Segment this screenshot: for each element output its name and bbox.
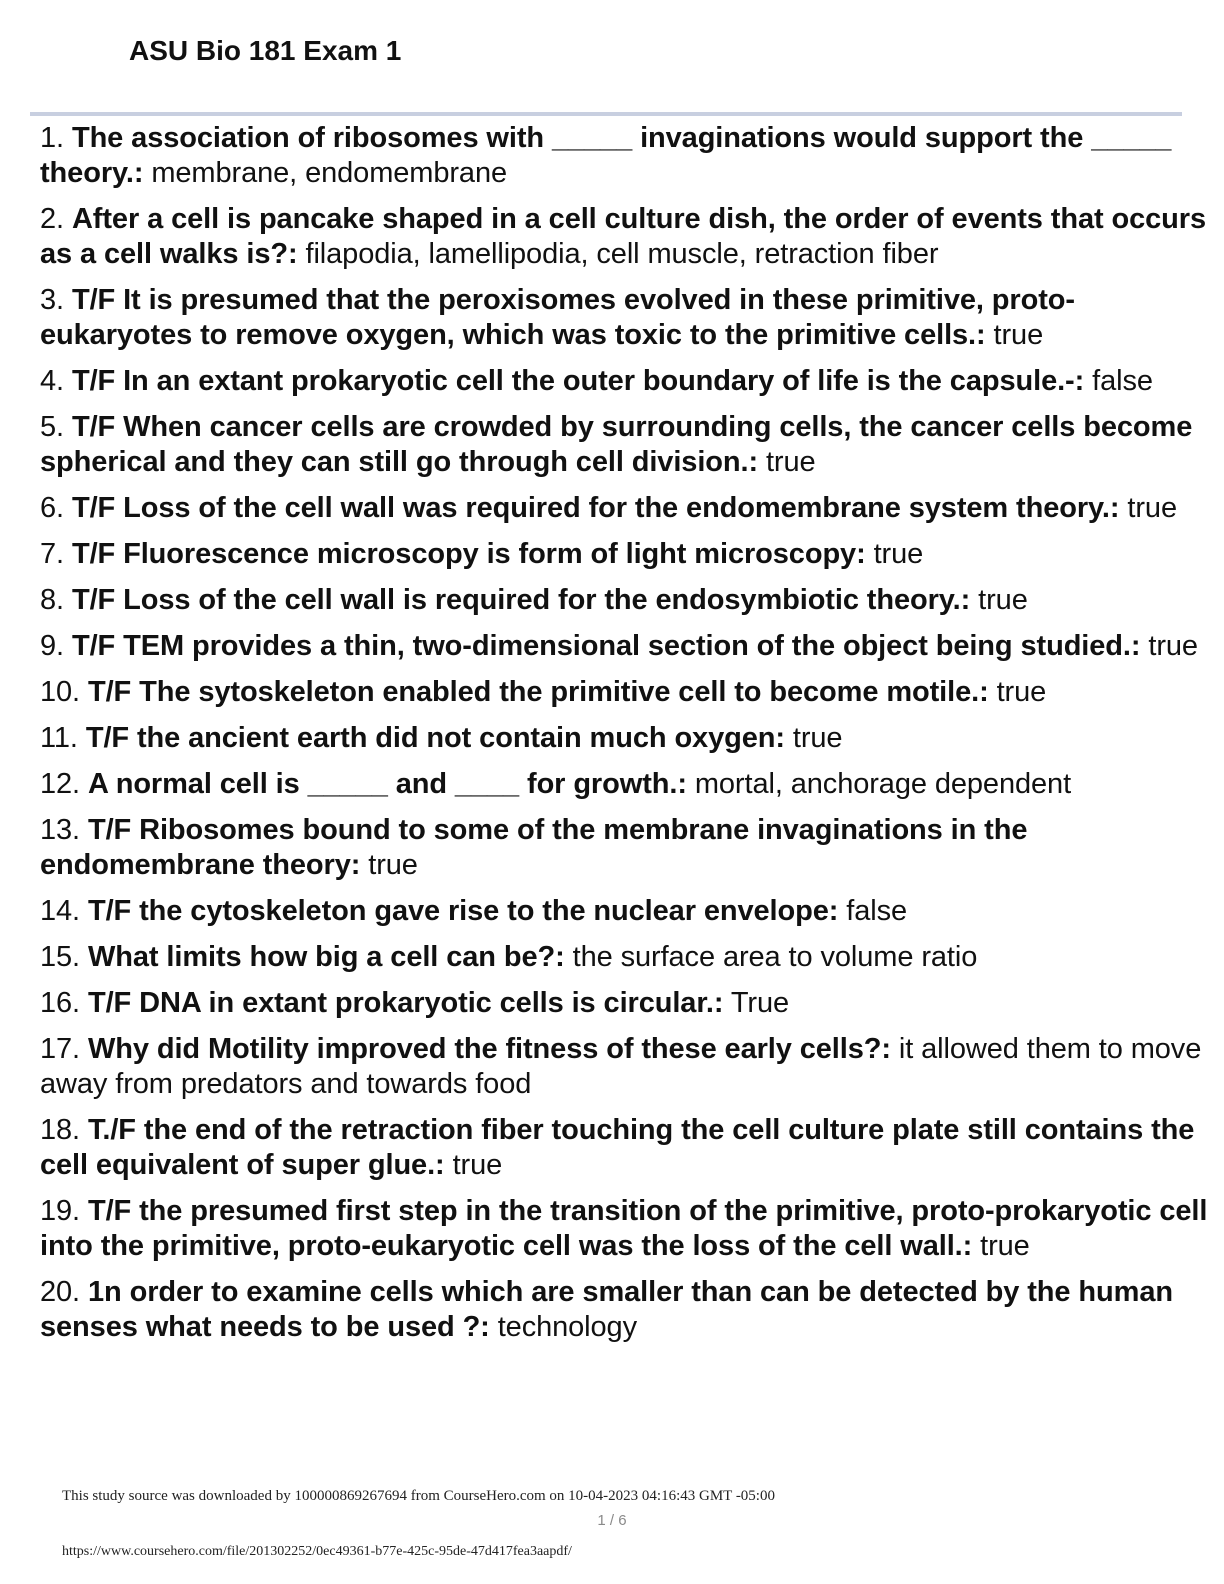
question-item [40, 1194, 1212, 1264]
question-text: 1n order to examine cells which are smaller than can be detected by the human senses what needs to be used ?: [40, 1276, 1173, 1343]
answer-text: true [865, 538, 924, 570]
question-item [40, 583, 1212, 618]
answer-text: technology [489, 1311, 637, 1343]
answer-text: the surface area to volume ratio [564, 941, 978, 973]
question-text: What limits how big a cell can be?: [87, 941, 565, 973]
question-item [40, 721, 1212, 756]
question-number: 2. [40, 203, 72, 235]
question-number: 12. [40, 768, 88, 800]
question-text: T/F the cytoskeleton gave rise to the nuclear envelope: [87, 895, 839, 927]
question-number: 11. [40, 722, 86, 754]
question-number: 6. [40, 492, 72, 524]
question-text: T/F the presumed first step in the transition of the primitive, proto-prokaryotic cell into the primitive, proto-eukaryotic cell was the loss of the cell wall.: [40, 1195, 1208, 1262]
question-number: 15. [40, 941, 88, 973]
question-text: T/F Ribosomes bound to some of the membrane invaginations in the endomembrane theory: [40, 814, 1028, 881]
question-item [40, 364, 1212, 399]
title-divider [30, 112, 1182, 116]
answer-text: membrane, endomembrane [143, 157, 508, 189]
question-item [40, 121, 1212, 191]
question-text: T/F the ancient earth did not contain much oxygen: [85, 722, 785, 754]
question-item [40, 283, 1212, 353]
question-item [40, 1275, 1212, 1345]
question-text: Why did Motility improved the fitness of these early cells?: [87, 1033, 891, 1065]
answer-text: true [758, 446, 816, 478]
question-text: T/F In an extant prokaryotic cell the outer boundary of life is the capsule.-: [71, 365, 1085, 397]
source-url-link[interactable]: https://www.coursehero.com/file/201302252/0ec49361-b77e-425c-95de-47d417fea3aapdf/ [62, 1544, 572, 1559]
question-text: The association of ribosomes with _____ invaginations would support the _____ theory.: [40, 122, 1172, 189]
question-item [40, 629, 1212, 664]
question-number: 19. [40, 1195, 88, 1227]
answer-text: true [784, 722, 843, 754]
question-item [40, 986, 1212, 1021]
question-number: 17. [40, 1033, 88, 1065]
question-number: 14. [40, 895, 88, 927]
question-number: 7. [40, 538, 72, 570]
question-number: 16. [40, 987, 88, 1019]
answer-text: True [723, 987, 790, 1019]
question-text: T/F Loss of the cell wall was required for the endomembrane system theory.: [71, 492, 1120, 524]
question-number: 18. [40, 1114, 88, 1146]
answer-text: mortal, anchorage dependent [686, 768, 1072, 800]
question-number: 3. [40, 284, 72, 316]
question-number: 8. [40, 584, 72, 616]
question-item [40, 202, 1212, 272]
question-number: 5. [40, 411, 72, 443]
question-item [40, 1032, 1212, 1102]
answer-text: true [985, 319, 1044, 351]
question-number: 1. [40, 122, 72, 154]
answer-text: it allowed them to move away from predators and towards food [40, 1033, 1202, 1100]
answer-text: false [1084, 365, 1153, 397]
answer-text: true [1140, 630, 1198, 662]
question-item [40, 410, 1212, 480]
question-text: A normal cell is _____ and ____ for growth.: [87, 768, 687, 800]
answer-text: filapodia, lamellipodia, cell muscle, retraction fiber [297, 238, 939, 270]
question-text: After a cell is pancake shaped in a cell culture dish, the order of events that occurs as a cell walks is?: [40, 203, 1206, 270]
question-number: 13. [40, 814, 88, 846]
question-text: T/F It is presumed that the peroxisomes evolved in these primitive, proto-eukaryotes to remove oxygen, which was toxic to the primitive cells.: [40, 284, 1075, 351]
question-number: 4. [40, 365, 72, 397]
question-item [40, 767, 1212, 802]
answer-text: true [1119, 492, 1177, 524]
question-item [40, 675, 1212, 710]
question-item [40, 1113, 1212, 1183]
answer-text: true [988, 676, 1047, 708]
question-item [40, 894, 1212, 929]
question-text: T/F TEM provides a thin, two-dimensional section of the object being studied.: [71, 630, 1141, 662]
question-item [40, 813, 1212, 883]
question-number: 9. [40, 630, 72, 662]
question-text: T/F Fluorescence microscopy is form of light microscopy: [71, 538, 866, 570]
question-number: 10. [40, 676, 88, 708]
answer-text: false [838, 895, 908, 927]
question-text: T/F Loss of the cell wall is required for the endosymbiotic theory.: [71, 584, 971, 616]
question-text: T./F the end of the retraction fiber touching the cell culture plate still contains the cell equivalent of super glue.: [40, 1114, 1195, 1181]
answer-text: true [970, 584, 1028, 616]
question-text: T/F DNA in extant prokaryotic cells is circular.: [87, 987, 724, 1019]
question-text: T/F When cancer cells are crowded by surrounding cells, the cancer cells become spherical and they can still go through cell division.: [40, 411, 1193, 478]
page-indicator: 1 / 6 [597, 1512, 627, 1529]
question-item [40, 537, 1212, 572]
answer-text: true [360, 849, 418, 881]
question-list [40, 121, 1212, 1356]
answer-text: true [972, 1230, 1030, 1262]
document-title: ASU Bio 181 Exam 1 [129, 35, 402, 66]
question-text: T/F The sytoskeleton enabled the primitive cell to become motile.: [87, 676, 989, 708]
question-number: 20. [40, 1276, 88, 1308]
answer-text: true [444, 1149, 503, 1181]
question-item [40, 491, 1212, 526]
question-item [40, 940, 1212, 975]
download-source-note: This study source was downloaded by 100000869267694 from CourseHero.com on 10-04-2023 04:16:43 GMT -05:00 [62, 1488, 775, 1504]
